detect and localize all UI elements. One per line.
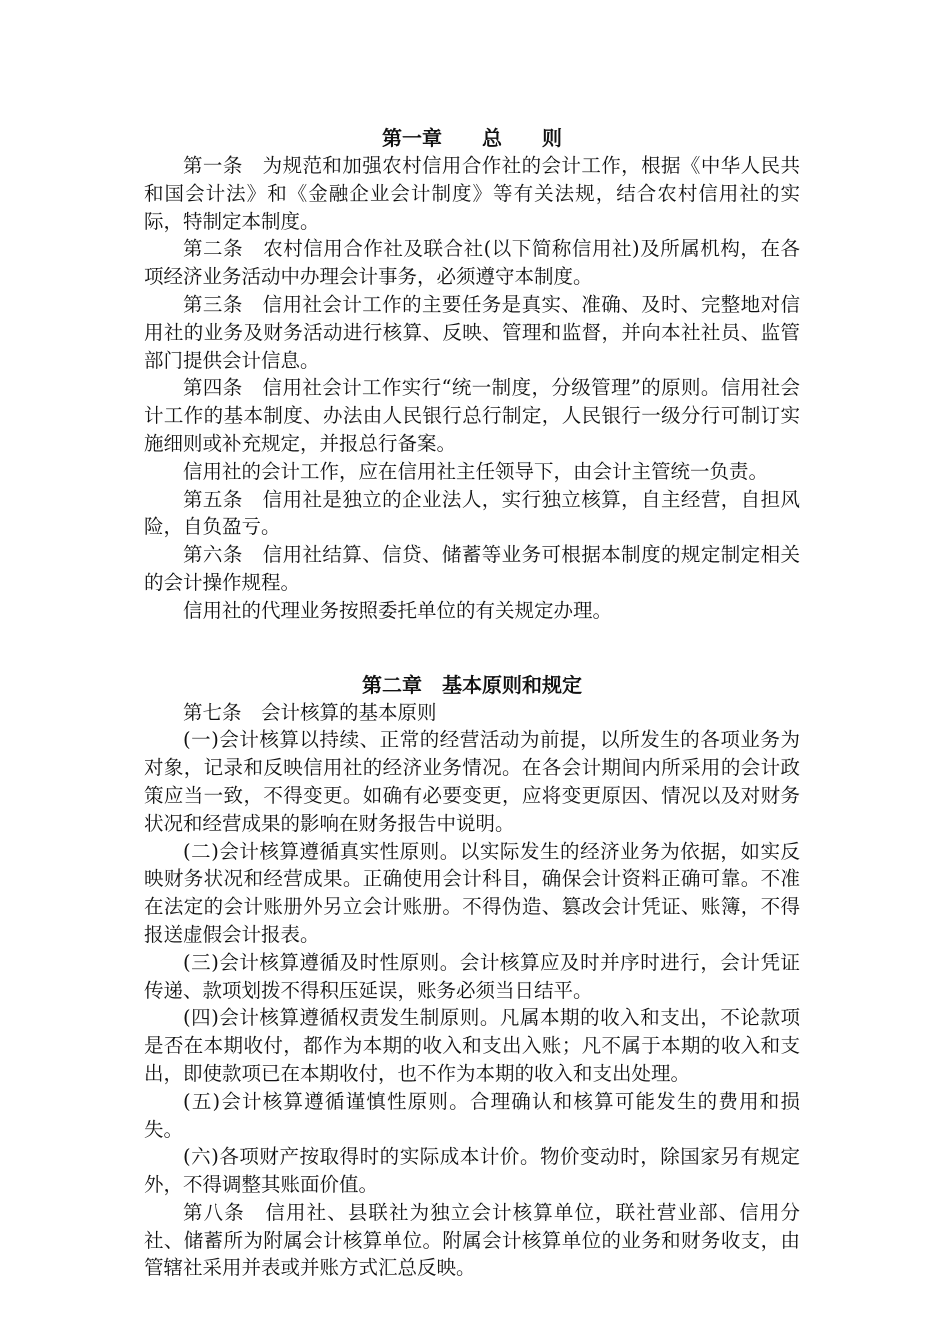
document-body	[144, 124, 800, 1282]
article-7-item-2: (二)会计核算遵循真实性原则。以实际发生的经济业务为依据，如实反映财务状况和经营成果。正确使用会计科目，确保会计资料正确可靠。不准在法定的会计账册外另立会计账册。不得伪造、篡改会计凭证、账簿，不得报送虚假会计报表。	[144, 839, 800, 946]
article-7: 第七条 会计核算的基本原则	[183, 700, 437, 724]
chapter-2-title: 第二章 基本原则和规定	[362, 672, 582, 697]
chapter-1-title: 第一章 总 则	[382, 126, 562, 150]
article-1: 第一条 为规范和加强农村信用合作社的会计工作，根据《中华人民共和国会计法》和《金融企业会计制度》等有关法规，结合农村信用社的实际，特制定本制度。	[144, 154, 800, 233]
article-2: 第二条 农村信用合作社及联合社(以下简称信用社)及所属机构，在各项经济业务活动中办理会计事务，必须遵守本制度。	[144, 237, 800, 289]
article-7-item-6: (六)各项财产按取得时的实际成本计价。物价变动时，除国家另有规定外，不得调整其账面价值。	[144, 1145, 800, 1197]
article-3: 第三条 信用社会计工作的主要任务是真实、准确、及时、完整地对信用社的业务及财务活动进行核算、反映、管理和监督，并向本社社员、监管部门提供会计信息。	[144, 292, 800, 372]
article-5: 第五条 信用社是独立的企业法人，实行独立核算，自主经营，自担风险，自负盈亏。	[144, 487, 800, 539]
article-6-supplement: 信用社的代理业务按照委托单位的有关规定办理。	[183, 598, 613, 622]
article-7-item-4: (四)会计核算遵循权责发生制原则。凡属本期的收入和支出，不论款项是否在本期收付，都作为本期的收入和支出入账；凡不属于本期的收入和支出，即使款项已在本期收付，也不作为本期的收入和支出处理。	[144, 1006, 800, 1085]
article-7-item-3: (三)会计核算遵循及时性原则。会计核算应及时并序时进行，会计凭证传递、款项划拨不得积压延误，账务必须当日结平。	[144, 950, 800, 1002]
article-4-supplement: 信用社的会计工作，应在信用社主任领导下，由会计主管统一负责。	[183, 459, 769, 483]
article-8: 第八条 信用社、县联社为独立会计核算单位，联社营业部、信用分社、储蓄所为附属会计核算单位。附属会计核算单位的业务和财务收支，由管辖社采用并表或并账方式汇总反映。	[144, 1200, 800, 1280]
article-4: 第四条 信用社会计工作实行“统一制度，分级管理”的原则。信用社会计工作的基本制度、办法由人民银行总行制定，人民银行一级分行可制订实施细则或补充规定，并报总行备案。	[144, 376, 800, 455]
article-6: 第六条 信用社结算、信贷、储蓄等业务可根据本制度的规定制定相关的会计操作规程。	[144, 543, 800, 594]
article-7-item-1: (一)会计核算以持续、正常的经营活动为前提，以所发生的各项业务为对象，记录和反映信用社的经济业务情况。在各会计期间内所采用的会计政策应当一致，不得变更。如确有必要变更，应将变更原因、情况以及对财务状况和经营成果的影响在财务报告中说明。	[144, 728, 800, 835]
article-7-item-5: (五)会计核算遵循谨慎性原则。合理确认和核算可能发生的费用和损失。	[144, 1089, 800, 1141]
